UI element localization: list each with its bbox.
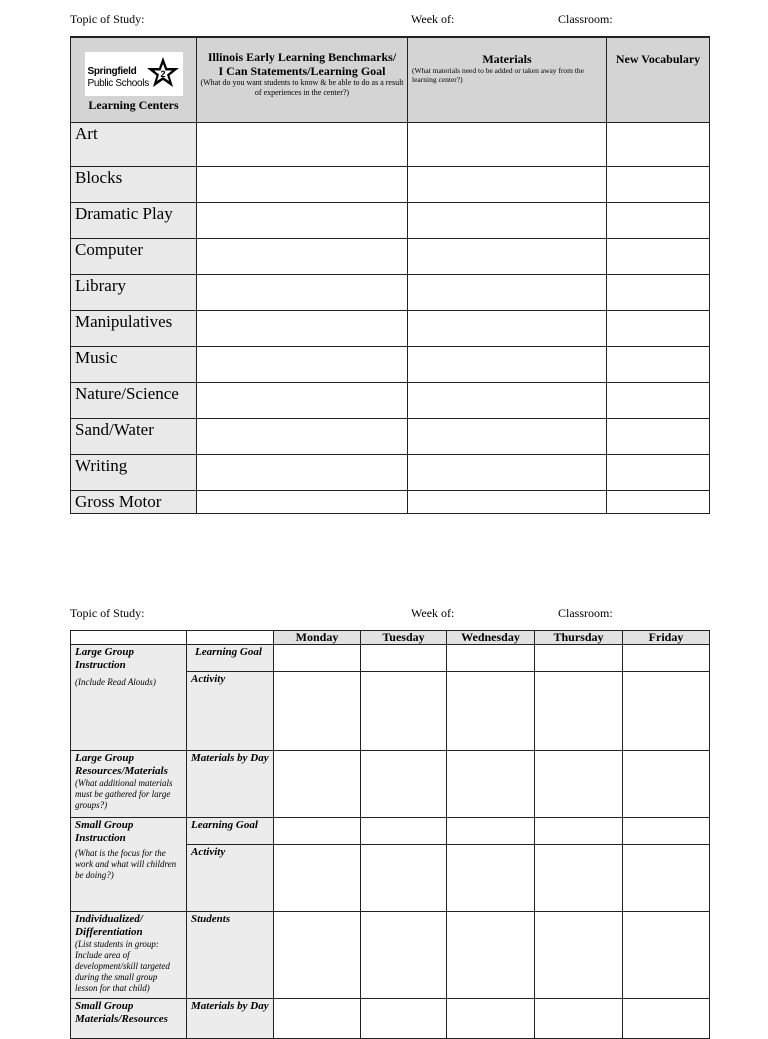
day-friday: Friday	[623, 631, 710, 645]
plan-cell[interactable]	[447, 672, 535, 751]
benchmark-cell[interactable]	[197, 419, 408, 455]
plan-cell[interactable]	[623, 645, 710, 672]
plan-cell[interactable]	[623, 672, 710, 751]
center-name: Nature/Science	[71, 383, 197, 419]
large-group-goal-row: Large Group Instruction (Include Read Alouds) Learning Goal	[71, 645, 710, 672]
plan-cell[interactable]	[361, 912, 447, 999]
center-row	[71, 203, 710, 239]
materials-cell[interactable]	[408, 275, 607, 311]
learning-centers-header	[71, 37, 197, 123]
learning-centers-title: Learning Centers	[88, 98, 179, 112]
plan-cell[interactable]	[361, 645, 447, 672]
materials-cell[interactable]	[408, 455, 607, 491]
week-of-label: Week of:	[411, 12, 455, 26]
center-name: Dramatic Play	[71, 203, 197, 239]
plan-cell[interactable]	[623, 845, 710, 912]
plan-cell[interactable]	[274, 999, 361, 1039]
center-row	[71, 311, 710, 347]
plan-cell[interactable]	[535, 818, 623, 845]
plan-cell[interactable]	[447, 751, 535, 818]
new-vocabulary-header: New Vocabulary	[607, 37, 710, 123]
plan-cell[interactable]	[535, 912, 623, 999]
materials-cell[interactable]	[408, 123, 607, 167]
vocabulary-cell[interactable]	[607, 311, 710, 347]
plan-cell[interactable]	[535, 751, 623, 818]
benchmark-cell[interactable]	[197, 275, 408, 311]
plan-cell[interactable]	[535, 999, 623, 1039]
center-name: Art	[71, 123, 197, 167]
materials-cell[interactable]	[408, 203, 607, 239]
center-row	[71, 347, 710, 383]
center-name: Writing	[71, 455, 197, 491]
center-name: Music	[71, 347, 197, 383]
day-wednesday: Wednesday	[447, 631, 535, 645]
classroom-label-2: Classroom:	[558, 606, 613, 620]
center-row	[71, 491, 710, 514]
plan-cell[interactable]	[447, 818, 535, 845]
small-group-instruction-cell: Small Group Instruction (What is the focus for the work and what will children be doing?)	[71, 818, 187, 912]
benchmark-cell[interactable]	[197, 491, 408, 514]
individualized-row: Individualized/ Differentiation (List students in group: Include area of development/skill targeted during the small group lesson for that child) Students	[71, 912, 710, 999]
springfield-logo: Springfield Public Schools 2	[85, 52, 183, 96]
plan-cell[interactable]	[623, 818, 710, 845]
materials-cell[interactable]	[408, 383, 607, 419]
day-tuesday: Tuesday	[361, 631, 447, 645]
plan-cell[interactable]	[274, 912, 361, 999]
benchmark-cell[interactable]	[197, 455, 408, 491]
vocabulary-cell[interactable]	[607, 203, 710, 239]
large-group-resources-row: Large Group Resources/Materials (What additional materials must be gathered for large groups?) Materials by Day	[71, 751, 710, 818]
center-name: Computer	[71, 239, 197, 275]
center-row	[71, 275, 710, 311]
vocabulary-cell[interactable]	[607, 455, 710, 491]
learning-centers-table	[70, 36, 710, 514]
plan-cell[interactable]	[535, 672, 623, 751]
center-name: Library	[71, 275, 197, 311]
benchmark-cell[interactable]	[197, 383, 408, 419]
plan-cell[interactable]	[361, 751, 447, 818]
vocabulary-cell[interactable]	[607, 167, 710, 203]
plan-cell[interactable]	[623, 999, 710, 1039]
center-row	[71, 455, 710, 491]
center-row	[71, 419, 710, 455]
vocabulary-cell[interactable]	[607, 419, 710, 455]
plan-cell[interactable]	[447, 999, 535, 1039]
small-group-materials-cell: Small Group Materials/Resources	[71, 999, 187, 1039]
classroom-label: Classroom:	[558, 12, 613, 26]
benchmark-cell[interactable]	[197, 203, 408, 239]
benchmark-cell[interactable]	[197, 167, 408, 203]
large-group-resources-cell: Large Group Resources/Materials (What additional materials must be gathered for large groups?)	[71, 751, 187, 818]
plan-cell[interactable]	[447, 912, 535, 999]
vocabulary-cell[interactable]	[607, 383, 710, 419]
plan-cell[interactable]	[274, 672, 361, 751]
materials-cell[interactable]	[408, 347, 607, 383]
center-name: Gross Motor	[71, 491, 197, 514]
benchmark-cell[interactable]	[197, 311, 408, 347]
vocabulary-cell[interactable]	[607, 123, 710, 167]
week-of-label-2: Week of:	[411, 606, 455, 620]
benchmark-cell[interactable]	[197, 347, 408, 383]
plan-cell[interactable]	[274, 645, 361, 672]
plan-cell[interactable]	[361, 672, 447, 751]
center-row	[71, 239, 710, 275]
center-name: Blocks	[71, 167, 197, 203]
plan-cell[interactable]	[623, 751, 710, 818]
plan-cell[interactable]	[535, 645, 623, 672]
plan-cell[interactable]	[447, 845, 535, 912]
day-header-row	[71, 631, 710, 645]
materials-cell[interactable]	[408, 311, 607, 347]
plan-cell[interactable]	[361, 999, 447, 1039]
vocabulary-cell[interactable]	[607, 491, 710, 514]
small-group-activity-row: Activity	[71, 845, 710, 912]
plan-cell[interactable]	[274, 751, 361, 818]
vocabulary-cell[interactable]	[607, 347, 710, 383]
large-group-activity-row: Activity	[71, 672, 710, 751]
plan-cell[interactable]	[623, 912, 710, 999]
center-name: Sand/Water	[71, 419, 197, 455]
small-group-goal-row: Small Group Instruction (What is the focus for the work and what will children be doing?) Learning Goal	[71, 818, 710, 845]
center-row	[71, 123, 710, 167]
plan-cell[interactable]	[361, 845, 447, 912]
topic-of-study-label: Topic of Study:	[70, 12, 145, 26]
individualized-cell: Individualized/ Differentiation (List students in group: Include area of development/skill targeted during the small group lesson for that child)	[71, 912, 187, 999]
materials-header: Materials (What materials need to be added or taken away from the learning center?)	[408, 37, 607, 123]
center-row	[71, 167, 710, 203]
plan-cell[interactable]	[361, 818, 447, 845]
plan-cell[interactable]	[274, 818, 361, 845]
benchmarks-header: Illinois Early Learning Benchmarks/ I Can Statements/Learning Goal (What do you want students to know & be able to do as a result of experiences in the center?)	[197, 37, 408, 123]
day-thursday: Thursday	[535, 631, 623, 645]
svg-text:2: 2	[159, 69, 166, 79]
plan-cell[interactable]	[447, 645, 535, 672]
topic-of-study-label-2: Topic of Study:	[70, 606, 145, 620]
day-monday: Monday	[274, 631, 361, 645]
materials-cell[interactable]	[408, 239, 607, 275]
small-group-materials-row: Small Group Materials/Resources Materials by Day	[71, 999, 710, 1039]
weekly-plan-table	[70, 630, 710, 1039]
materials-cell[interactable]	[408, 167, 607, 203]
plan-cell[interactable]	[274, 845, 361, 912]
vocabulary-cell[interactable]	[607, 239, 710, 275]
materials-cell[interactable]	[408, 491, 607, 514]
star-logo-icon	[146, 56, 180, 90]
benchmark-cell[interactable]	[197, 123, 408, 167]
center-row	[71, 383, 710, 419]
materials-cell[interactable]	[408, 419, 607, 455]
large-group-instruction-cell: Large Group Instruction (Include Read Alouds)	[71, 645, 187, 751]
plan-cell[interactable]	[535, 845, 623, 912]
benchmark-cell[interactable]	[197, 239, 408, 275]
center-name: Manipulatives	[71, 311, 197, 347]
vocabulary-cell[interactable]	[607, 275, 710, 311]
